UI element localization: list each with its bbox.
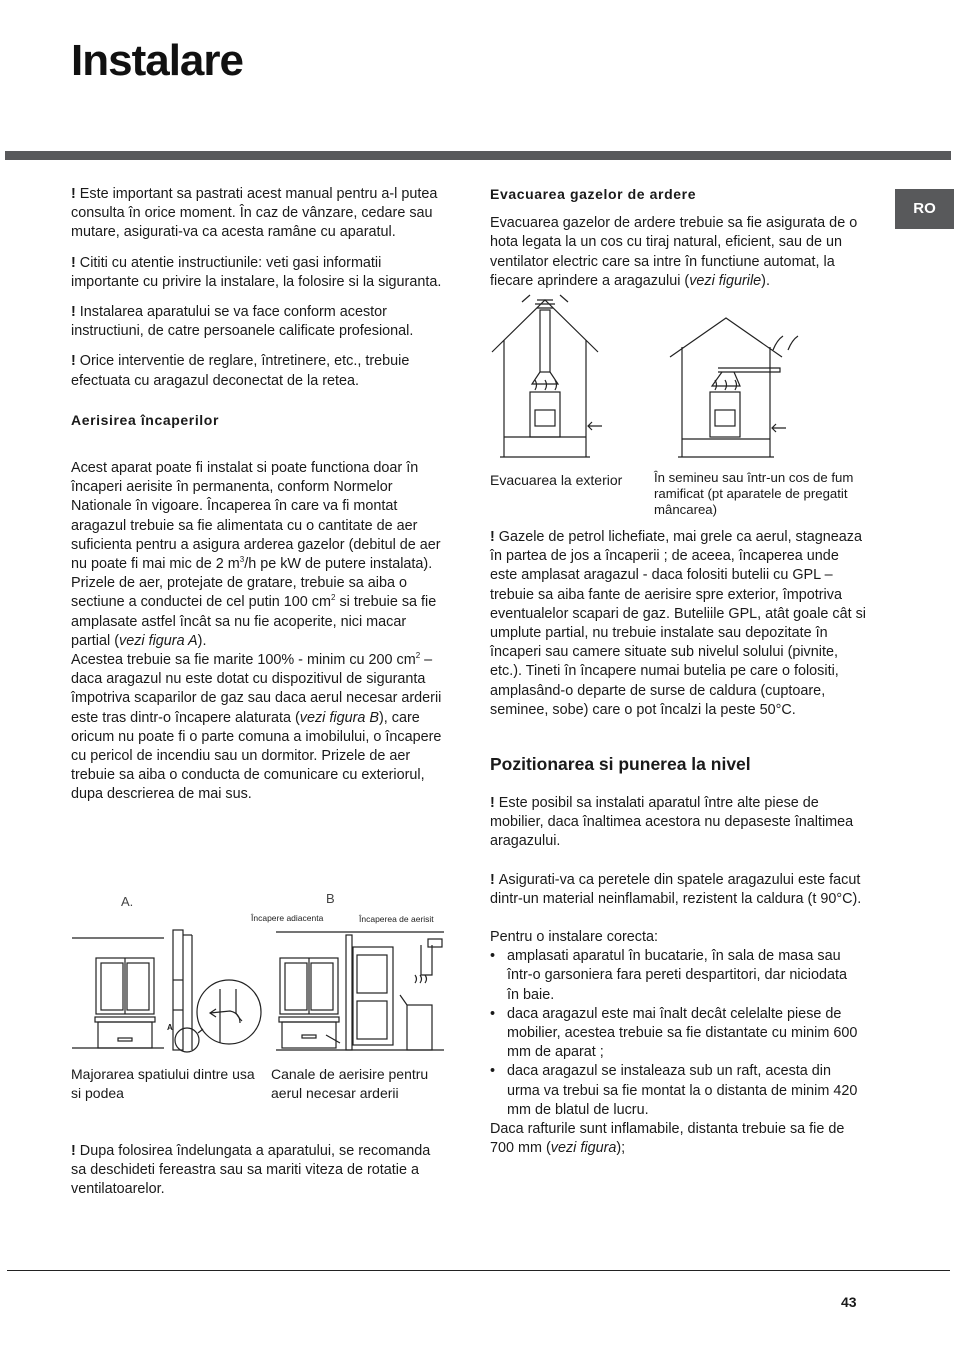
paragraph-installation: ! Instalarea aparatului se va face conform acestor instructiuni, de catre persoanele calificate profesional. [71,304,414,340]
paragraph-evacuare: Evacuarea gazelor de ardere trebuie sa fie asigurata de o hota legata la un cos cu tiraj natural, eficient, sau de un ventilator electric care sa intre în functiune automat, la fiecare aprindere a aragazului (vezi figurile). [490,215,858,289]
section-heading-pozitionare: Pozitionarea si punerea la nivel [490,754,751,774]
paragraph-wall: ! Asigurati-va ca peretele din spatele aragazului este facut dintr-un material neinflamabil, rezistent la caldura (t 90°C). [490,871,862,907]
exhaust-caption-chimney: În semineu sau într-un cos de fum ramificat (pt aparatele de pregatit mâncarea) [654,470,854,517]
figure-b-room1-label: Încapere adiacenta [251,913,324,923]
page-title: Instalare [71,36,243,85]
warning-mark: ! [71,186,76,202]
warning-mark: ! [490,871,495,888]
paragraph-read-instructions: ! Cititi cu atentie instructiunile: veti gasi informatii importante cu privire la instalare, la folosire si la siguranta. [71,254,442,290]
figure-a-detail-label: A [167,1023,173,1032]
list-item: • amplasati aparatul în bucatarie, în sala de masa sau într-o garsoniera fara pereti despartitori, dar niciodata în baie. [490,948,847,1003]
warning-mark: ! [71,304,76,321]
paragraph-correct-installation: Pentru o instalare corecta: [490,929,658,946]
exhaust-external-drawing [492,295,602,457]
paragraph-gpl: ! Gazele de petrol lichefiate, mai grele ca aerul, stagneaza în partea de jos a încaperii ; de aceea, încaperea unde este amplasat aragazul - daca folositi butelii cu GPL – trebuie sa aiba fante de aerisire spre exterior, împotriva eventualelor scapari de gaz. Buteliile GPL, atât goale cât si umplute partial, nu trebuie instalate sau depozitate în încaperi sau camere situate sub nivelul solului (pivnite, etc.). Tineti în încapere numai butelia pe care o folositi, amplasând-o departe de surse de caldura (cuptoare, seminee, sobe) care o pot încalzi la peste 50°C. [490,529,866,718]
left-column [71,185,445,805]
figure-b-label: B [326,891,335,906]
figure-a-caption: Majorarea spatiului dintre usa si podea [71,1066,255,1101]
exhaust-caption-external: Evacuarea la exterior [490,472,623,488]
paragraph-furniture: ! Este posibil sa instalati aparatul între alte piese de mobilier, daca înaltimea acestora nu depaseste înaltimea aragazului. [490,795,854,850]
list-item: • daca aragazul este mai înalt decât celelalte piese de mobilier, acestea trebuie sa fie distantate cu minim 600 mm de aparat ; [490,1005,858,1061]
right-column [490,185,865,302]
paragraph-maintenance: ! Orice interventie de reglare, întretinere, etc., trebuie efectuata cu aragazul deconectat de la retea. [71,353,410,389]
language-tab: RO [895,189,954,229]
section-heading-aerisire: Aerisirea încaperilor [71,411,219,428]
figure-b-room2-label: Încaperea de aerisit [359,914,434,924]
list-item: • daca aragazul se instaleaza sub un raft, acesta din urma va trebui sa fie montat la o distanta de minim 420 mm de blatul de lucru. [490,1063,858,1118]
header-rule [5,151,951,160]
paragraph-shelves: Daca rafturile sunt inflamabile, distanta trebuie sa fie de 700 mm (vezi figura); [490,1121,845,1157]
ventilation-figures [70,925,445,1060]
warning-mark: ! [490,529,495,545]
pozitionare-content [490,794,862,1158]
warning-mark: ! [71,254,76,271]
figure-b-drawing [276,932,444,1050]
exhaust-chimney-drawing [670,318,798,457]
paragraph-ventilation-tip: ! Dupa folosirea îndelungata a aparatului, se recomanda sa deschideti fereastra sau sa mariti viteza de rotatie a ventilatoarelor. [71,1143,431,1198]
page-number: 43 [841,1294,857,1310]
section-heading-evacuare: Evacuarea gazelor de ardere [490,186,697,202]
figure-a-drawing [72,930,261,1052]
warning-mark: ! [490,795,495,811]
exhaust-figures [490,292,810,462]
installation-bullet-list [490,947,862,1120]
paragraph-manual: ! Este important sa pastrati acest manual pentru a-l putea consulta în orice moment. În caz de vânzare, cedare sau mutare, asigurati-va ca acesta ramâne cu aparatul. [71,186,438,241]
paragraph-aerisire: Acest aparat poate fi instalat si poate functiona doar în încaperi aerisite în permanenta, conform Normelor Nationale în vigoare. Încaperea în care va fi montat aragazul trebuie sa fie alimentata cu o cantitate de aer suficienta pentru a asigura arderea gazelor (debitul de aer nu poate fi mai mic de 2 $m^3/h$ pe kW de putere instalata). Prizele de aer, protejate de gratare, trebuie sa aiba o sectiune a conductei de cel putin 100 $cm^2$ si trebuie sa fie amplasate astfel încât sa nu fie acoperite, nici macar partial (vezi figura A). Acestea trebuie sa fie marite 100% - minim cu 200 $cm^2$ – daca aragazul nu este dotat cu dispozitivul de siguranta împotriva scaparilor de gaz sau daca aerul necesar arderii este tras dintr-o încapere alaturata (vezi figura B), care oricum nu poate fi o parte comuna a imobilului, o încapere cu pericol de incendiu sau un dormitor. Prizele de aer trebuie sa aiba o conducta de comunicare cu exteriorul, dupa descrierea de mai sus. [71,460,442,803]
warning-mark: ! [71,353,76,370]
warning-mark: ! [71,1143,76,1159]
figure-a-label: A. [121,894,134,909]
footer-rule [7,1270,950,1271]
figure-b-caption: Canale de aerisire pentru aerul necesar arderii [271,1066,429,1101]
